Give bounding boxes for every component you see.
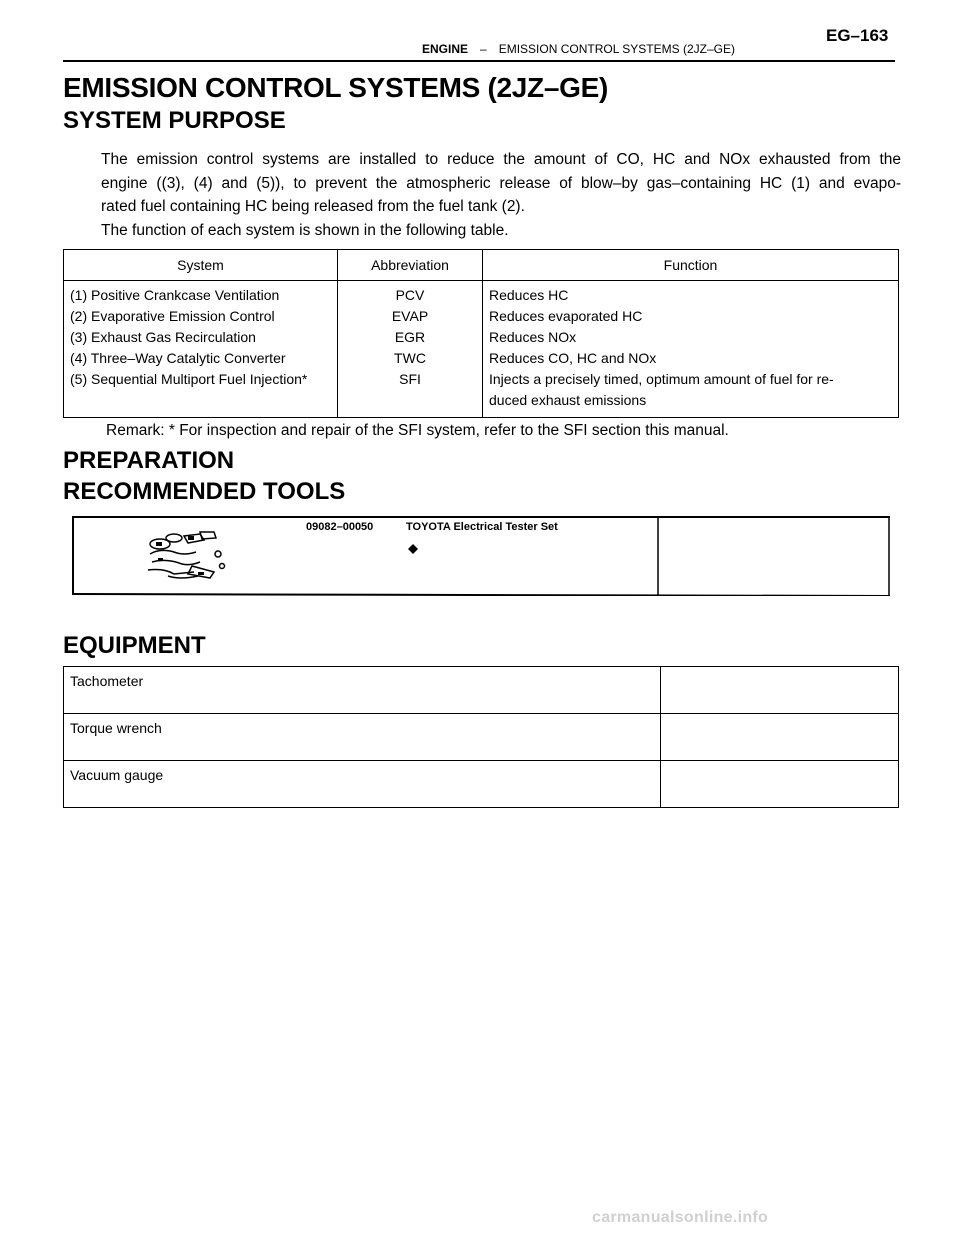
- header-subsection: EMISSION CONTROL SYSTEMS (2JZ–GE): [498, 42, 735, 56]
- recommended-tools-heading: RECOMMENDED TOOLS: [63, 478, 346, 505]
- column-header-function: Function: [483, 250, 899, 281]
- column-header-abbreviation: Abbreviation: [338, 250, 483, 281]
- purpose-paragraph: [101, 148, 901, 242]
- system-name: (1) Positive Crankcase Ventilation: [70, 287, 280, 303]
- page-title: EMISSION CONTROL SYSTEMS (2JZ–GE): [63, 72, 609, 103]
- system-table: [63, 249, 899, 418]
- table-row: [64, 281, 899, 418]
- equipment-item: Tachometer: [64, 667, 661, 714]
- function-text: Reduces NOx: [489, 329, 577, 345]
- tester-set-icon: [148, 532, 225, 578]
- system-cell: [64, 281, 338, 418]
- purpose-line: rated fuel containing HC being released from the fuel tank (2).: [101, 198, 525, 215]
- equipment-heading: EQUIPMENT: [63, 632, 206, 659]
- purpose-line: The function of each system is shown in the following table.: [101, 221, 509, 239]
- header-separator: –: [480, 42, 487, 56]
- recommended-tools-table: [72, 516, 890, 596]
- column-header-system: System: [64, 250, 338, 281]
- tool-name: TOYOTA Electrical Tester Set: [406, 521, 558, 533]
- preparation-heading: PREPARATION: [63, 447, 235, 474]
- table-header-row: [64, 250, 899, 281]
- abbreviation: EVAP: [391, 308, 429, 324]
- function-cell: [483, 281, 899, 418]
- system-name: (5) Sequential Multiport Fuel Injection*: [70, 371, 308, 387]
- system-purpose-heading: SYSTEM PURPOSE: [63, 107, 286, 134]
- abbreviation: SFI: [399, 371, 421, 387]
- abbreviation: TWC: [394, 350, 426, 366]
- equipment-note: [661, 761, 899, 808]
- abbreviation: EGR: [394, 329, 426, 345]
- function-text: duced exhaust emissions: [489, 392, 647, 408]
- function-text: Reduces CO, HC and NOx: [489, 350, 657, 366]
- header-section: ENGINE: [422, 42, 469, 56]
- function-text: Reduces HC: [489, 287, 569, 303]
- equipment-item: Torque wrench: [64, 714, 661, 761]
- equipment-table: [63, 666, 899, 808]
- watermark: carmanualsonline.info: [592, 1209, 769, 1226]
- equipment-note: [661, 714, 899, 761]
- system-name: (3) Exhaust Gas Recirculation: [70, 329, 256, 345]
- purpose-line: The emission control systems are installed to reduce the amount of CO, HC and NOx exhausted from the: [101, 151, 901, 168]
- diamond-bullet-icon: [408, 544, 418, 554]
- system-name: (2) Evaporative Emission Control: [70, 308, 275, 324]
- system-name: (4) Three–Way Catalytic Converter: [70, 350, 286, 366]
- abbreviation: PCV: [395, 287, 425, 303]
- purpose-line: engine ((3), (4) and (5)), to prevent the atmospheric release of blow–by gas–containing HC (1) and evapo-: [101, 174, 901, 192]
- page-number: EG–163: [826, 26, 889, 45]
- table-row: [64, 761, 899, 808]
- table-row: [64, 714, 899, 761]
- function-text: Injects a precisely timed, optimum amount of fuel for re-: [489, 371, 834, 387]
- tool-part-number: 09082–00050: [306, 521, 374, 533]
- equipment-item: Vacuum gauge: [64, 761, 661, 808]
- function-text: Reduces evaporated HC: [489, 308, 643, 324]
- remark-note: Remark: * For inspection and repair of the SFI system, refer to the SFI section this manual.: [106, 422, 729, 439]
- abbreviation-cell: [338, 281, 483, 418]
- equipment-note: [661, 667, 899, 714]
- header-rule: [63, 60, 895, 62]
- running-header: [422, 42, 735, 56]
- table-row: [64, 667, 899, 714]
